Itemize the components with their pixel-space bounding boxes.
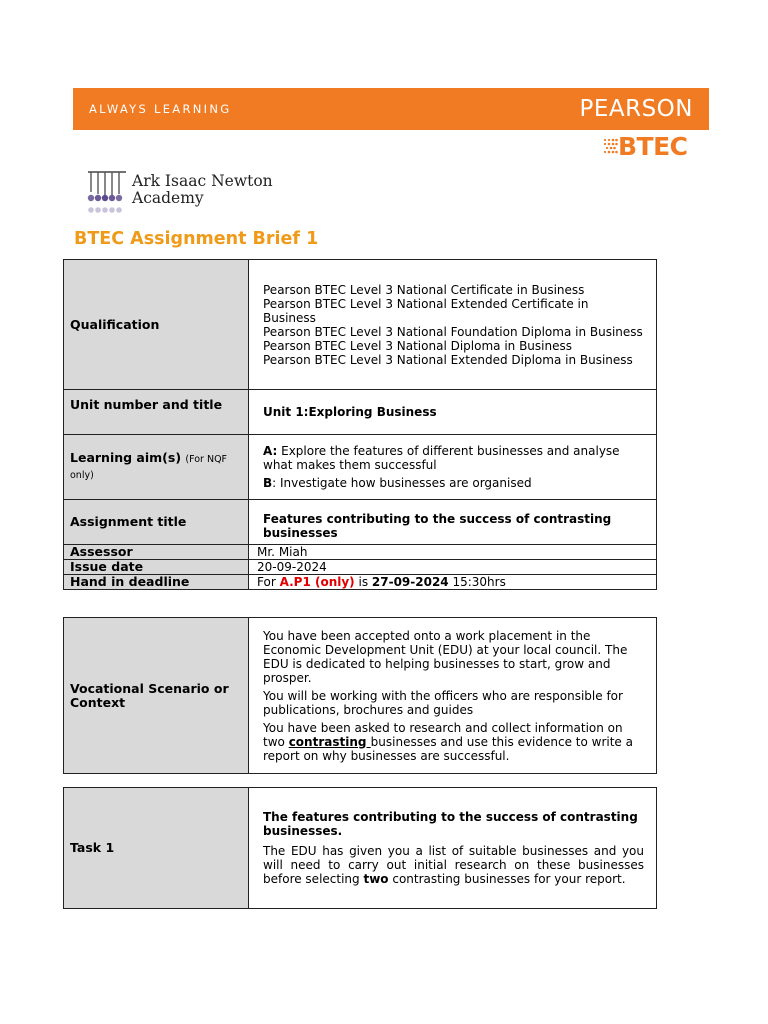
deadline-mid: is — [354, 575, 372, 589]
task-body-end: contrasting businesses for your report. — [388, 872, 626, 886]
assignment-details-table — [63, 259, 657, 590]
learning-aims-label-text: Learning aim(s) — [70, 450, 182, 465]
aim-a-key: A: — [263, 444, 278, 458]
qualification-list — [249, 260, 657, 390]
deadline-label: Hand in deadline — [64, 575, 249, 590]
scenario-label: Vocational Scenario or Context — [64, 618, 249, 774]
task-body-start: The EDU has given you a list of suitable businesses and you will need to carry out initial research on these businesses before selecting — [263, 844, 644, 886]
assessor-row — [64, 545, 657, 560]
learning-aim-a — [263, 444, 644, 472]
qualification-item: Pearson BTEC Level 3 National Foundation Diploma in Business — [263, 324, 643, 339]
scenario-contrasting: contrasting — [288, 734, 371, 749]
issue-date-row — [64, 560, 657, 575]
deadline-row — [64, 575, 657, 590]
task-heading: The features contributing to the success of contrasting businesses. — [263, 810, 638, 838]
banner-tagline: ALWAYS LEARNING — [89, 102, 232, 116]
task-body-two: two — [363, 872, 389, 886]
scenario-table — [63, 617, 657, 774]
scenario-paragraph-1: You have been accepted onto a work placement in the Economic Development Unit (EDU) at your local council. The EDU is dedicated to helping businesses to start, grow and prosper. — [263, 628, 628, 685]
learning-aim-b — [263, 476, 644, 490]
btec-wordmark: BTEC — [618, 132, 688, 161]
scenario-paragraph-3 — [263, 721, 644, 763]
unit-label: Unit number and title — [64, 390, 249, 435]
deadline-time: 15:30hrs — [448, 575, 506, 589]
aim-b-text: : Investigate how businesses are organised — [272, 476, 532, 490]
academy-logo — [86, 170, 276, 216]
btec-logo — [602, 132, 702, 161]
task-body — [263, 844, 644, 886]
unit-row — [64, 390, 657, 435]
deadline-value — [249, 575, 657, 590]
scenario-paragraph-3-end: businesses and use this evidence to write a report on why businesses are successful. — [263, 734, 633, 763]
qualification-item: Pearson BTEC Level 3 National Extended Diploma in Business — [263, 352, 633, 367]
learning-aims-row — [64, 435, 657, 500]
pearson-banner — [73, 88, 709, 130]
deadline-prefix: For — [257, 575, 280, 589]
academy-name-line1: Ark Isaac Newton — [132, 172, 273, 190]
qualification-item: Pearson BTEC Level 3 National Diploma in Business — [263, 338, 572, 353]
task-label: Task 1 — [64, 788, 249, 909]
qualification-label: Qualification — [64, 260, 249, 390]
learning-aims-value — [249, 435, 657, 500]
academy-name — [132, 173, 273, 207]
qualification-row — [64, 260, 657, 390]
learning-aims-label — [64, 435, 249, 500]
assessor-value: Mr. Miah — [249, 545, 657, 560]
document-title: BTEC Assignment Brief 1 — [74, 229, 319, 249]
academy-name-line2: Academy — [132, 189, 204, 207]
deadline-criteria: A.P1 (only) — [279, 575, 355, 589]
learning-aims-note: (For NQF only) — [70, 454, 228, 481]
deadline-date: 27-09-2024 — [371, 575, 449, 589]
scenario-row — [64, 618, 657, 774]
qualification-item: Pearson BTEC Level 3 National Extended Certificate in Business — [263, 296, 589, 325]
scenario-paragraph-2: You will be working with the officers who are responsible for publications, brochures and guides — [263, 688, 623, 717]
task-table — [63, 787, 657, 909]
unit-value: Unit 1:Exploring Business — [249, 390, 657, 435]
assessor-label: Assessor — [64, 545, 249, 560]
scenario-paragraph-3-start: You have been asked to research and collect information on two — [263, 720, 623, 749]
aim-a-text: Explore the features of different businesses and analyse what makes them successful — [263, 444, 620, 472]
task-content — [249, 788, 657, 909]
aim-b-key: B — [263, 476, 273, 490]
task-row — [64, 788, 657, 909]
issue-date-value: 20-09-2024 — [249, 560, 657, 575]
qualification-item: Pearson BTEC Level 3 National Certificate in Business — [263, 282, 585, 297]
pearson-wordmark: PEARSON — [579, 96, 693, 122]
assignment-title-value: Features contributing to the success of contrasting businesses — [249, 500, 657, 545]
newtons-cradle-icon — [86, 170, 128, 216]
scenario-text — [249, 618, 657, 774]
assignment-title-row — [64, 500, 657, 545]
issue-date-label: Issue date — [64, 560, 249, 575]
assignment-title-label: Assignment title — [64, 500, 249, 545]
btec-dots-icon — [602, 134, 618, 158]
